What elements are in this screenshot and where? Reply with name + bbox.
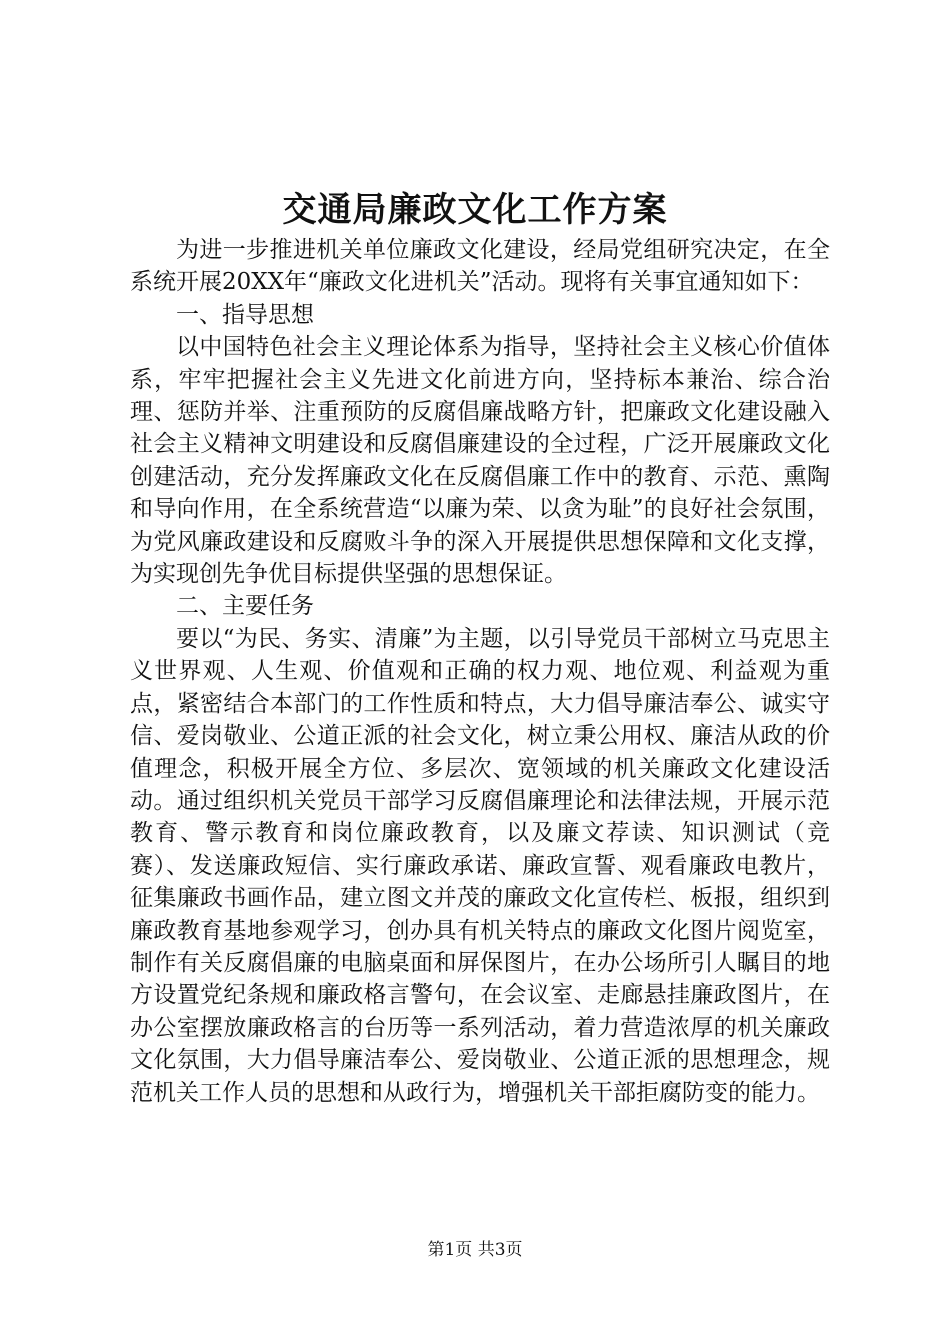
page-number-footer: 第1页 共3页 (427, 1240, 523, 1260)
section-heading-main-tasks: 二、主要任务 (176, 593, 314, 620)
guiding-ideology-paragraph: 以中国特色社会主义理论体系为指导，坚持社会主义核心价值体系，牢牢把握社会主义先进文化前进方向，坚持标本兼治、综合治理、惩防并举、注重预防的反腐倡廉战略方针，把廉政文化建设融入社会主义精神文明建设和反腐倡廉建设的全过程，广泛开展廉政文化创建活动，充分发挥廉政文化在反腐倡廉工作中的教育、示范、熏陶和导向作用，在全系统营造“以廉为荣、以贪为耻”的良好社会氛围，为党风廉政建设和反腐败斗争的深入开展提供思想保障和文化支撑，为实现创先争优目标提供坚强的思想保证。 (130, 334, 830, 588)
intro-paragraph: 为进一步推进机关单位廉政文化建设，经局党组研究决定，在全系统开展20XX年“廉政文化进机关”活动。现将有关事宜通知如下： (130, 237, 830, 296)
document-body (130, 234, 830, 1109)
section-heading-guiding-ideology: 一、指导思想 (176, 301, 314, 328)
main-tasks-paragraph: 要以“为民、务实、清廉”为主题，以引导党员干部树立马克思主义世界观、人生观、价值观和正确的权力观、地位观、利益观为重点，紧密结合本部门的工作性质和特点，大力倡导廉洁奉公、诚实守信、爱岗敬业、公道正派的社会文化，树立秉公用权、廉洁从政的价值理念，积极开展全方位、多层次、宽领域的机关廉政文化建设活动。通过组织机关党员干部学习反腐倡廉理论和法律法规，开展示范教育、警示教育和岗位廉政教育，以及廉文荐读、知识测试（竞赛）、发送廉政短信、实行廉政承诺、廉政宣誓、观看廉政电教片，征集廉政书画作品，建立图文并茂的廉政文化宣传栏、板报，组织到廉政教育基地参观学习，创办具有机关特点的廉政文化图片阅览室，制作有关反腐倡廉的电脑桌面和屏保图片，在办公场所引人瞩目的地方设置党纪条规和廉政格言警句，在会议室、走廊悬挂廉政图片，在办公室摆放廉政格言的台历等一系列活动，着力营造浓厚的机关廉政文化氛围，大力倡导廉洁奉公、爱岗敬业、公道正派的思想理念，规范机关工作人员的思想和从政行为，增强机关干部拒腐防变的能力。 (130, 625, 830, 1106)
document-title: 交通局廉政文化工作方案 (282, 190, 668, 230)
